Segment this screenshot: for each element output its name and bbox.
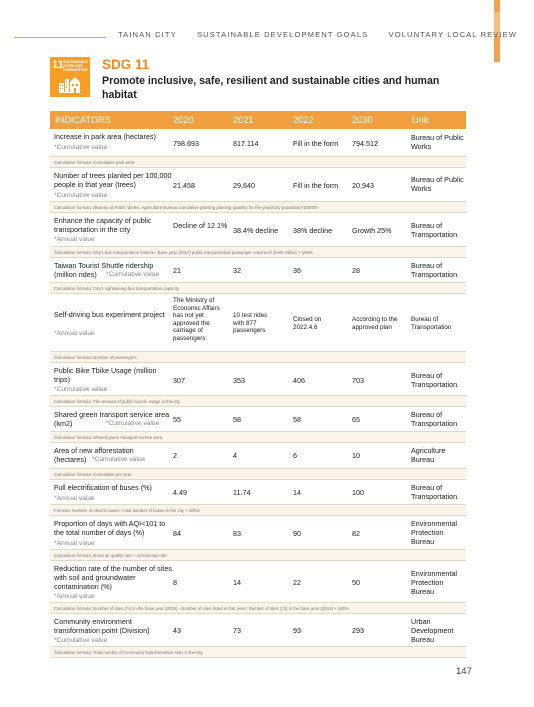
value-2022: 38% decline: [293, 226, 333, 235]
indicator-type: *Cumulative value: [54, 192, 108, 199]
value-2030: Growth 25%: [352, 226, 392, 235]
value-2022: Fill in the form: [293, 181, 339, 190]
indicator-name: Self-driving bus experiment project: [54, 310, 165, 319]
value-2021: 58: [233, 415, 241, 424]
indicator-name: Full electrification of buses (%): [54, 483, 152, 492]
value-2021: 10 test rides with 877 passengers: [233, 312, 268, 335]
table-row: [50, 561, 466, 603]
table-row: [50, 614, 466, 647]
indicator-type: *Annual value: [54, 236, 95, 243]
indicators-table: [50, 111, 466, 658]
header-2022: 2022: [293, 115, 314, 125]
value-2022: 22: [293, 578, 301, 587]
unit: Bureau of Transportation: [411, 410, 458, 428]
value-2022: Fill in the form: [293, 139, 339, 148]
value-2030: 703: [352, 376, 364, 385]
value-2022: 6: [293, 451, 297, 460]
unit: Environmental Protection Bureau: [411, 519, 457, 546]
formula-row: Formula: Number of electric buses / total number of buses in the city × 100%: [50, 505, 466, 516]
indicator-name: Number of trees planted per 100,000 people in that year (trees): [54, 171, 172, 189]
value-2020: 84: [173, 529, 181, 538]
value-2021: 4: [233, 451, 237, 460]
table-header: [50, 111, 466, 129]
indicator-name: Enhance the capacity of public transportation in the city: [54, 216, 152, 234]
indicator-name: Proportion of days with AQI<101 to the total number of days (%): [54, 519, 166, 537]
unit: Bureau of Transportation: [411, 316, 452, 331]
indicator-type: *Cumulative value: [54, 637, 108, 644]
formula-row: Calculation formula: City's bus transportation volume / Base year (2017) public transportation passenger volume of 20.82 million × 100%: [50, 247, 466, 258]
indicator-name: Shared green transport service area (km2): [54, 410, 170, 428]
value-2030: 293: [352, 626, 364, 635]
header-part-sdg: SUSTAINABLE DEVELOPMENT GOALS: [197, 30, 369, 39]
unit: Bureau of Transportation: [411, 221, 458, 239]
formula-row: Calculation formula: Cumulative park area: [50, 157, 466, 168]
header-part-vlr: VOLUNTARY LOCAL REVIEW: [388, 30, 518, 39]
value-2020: 307: [173, 376, 185, 385]
city-buildings-icon: [59, 75, 81, 93]
indicator-type: *Cumulative value: [106, 420, 160, 427]
value-2021: 73: [233, 626, 241, 635]
indicator-type: *Annual value: [54, 593, 95, 600]
value-2021: 32: [233, 266, 241, 275]
page-number: 147: [456, 666, 472, 677]
table-row: [50, 168, 466, 202]
value-2020: 43: [173, 626, 181, 635]
table-row: [50, 258, 466, 283]
table-row: [50, 443, 466, 469]
header-2030: 2030: [352, 115, 373, 125]
value-2021: 11.74: [233, 488, 251, 497]
value-2030: 28: [352, 266, 360, 275]
unit: Bureau of Transportation: [411, 371, 458, 389]
value-2030: According to the approved plan: [352, 316, 398, 331]
header-part-city: TAINAN CITY: [118, 30, 177, 39]
value-2022: 14: [293, 488, 301, 497]
value-2021: 38.4% decline: [233, 226, 279, 235]
value-2021: 817.114: [233, 139, 259, 148]
header-indicators: INDICATORS: [55, 115, 111, 125]
formula-row: Calculation formula: Total number of community transformation sites in the city: [50, 647, 466, 658]
formula-row: Calculation formula: Cumulative per year: [50, 469, 466, 480]
value-2030: 65: [352, 415, 360, 424]
indicator-type: *Annual value: [54, 495, 95, 502]
unit: Bureau of Transportation: [411, 261, 458, 279]
unit: Bureau of Public Works: [411, 133, 464, 151]
indicator-type: *Cumulative value: [92, 456, 146, 463]
indicator-type: *Annual value: [54, 330, 95, 337]
sdg-11-icon: [50, 57, 90, 97]
value-2022: Closed on 2022.4.6: [293, 316, 322, 331]
indicator-name: Taiwan Tourist Shuttle ridership (million rides): [54, 261, 154, 279]
value-2022: 406: [293, 376, 305, 385]
value-2022: 58: [293, 415, 301, 424]
value-2030: 82: [352, 529, 360, 538]
formula-row: Calculation formula: City's sightseeing bus transportation capacity: [50, 283, 466, 294]
sdg-icon-number: 11: [52, 59, 64, 71]
sdg-goal: Promote inclusive, safe, resilient and sustainable cities and human habitat: [102, 75, 440, 101]
value-2021: 29,640: [233, 181, 255, 190]
indicator-type: *Cumulative value: [54, 144, 108, 151]
indicator-name: Community environment transformation point (Division): [54, 617, 150, 635]
indicator-name: Reduction rate of the number of sites with soil and groundwater contamination (%): [54, 564, 172, 591]
formula-row: Calculation formula: Number of passengers: [50, 352, 466, 363]
sdg-icon-text: SUSTAINABLE CITIES AND COMMUNITIES: [63, 60, 88, 72]
formula-row: Calculation formula: Shared green transport service area: [50, 432, 466, 443]
indicator-type: *Cumulative value: [54, 386, 108, 393]
formula-row: Calculation formula: Good air quality rate + normal day rate: [50, 550, 466, 561]
value-2021: 353: [233, 376, 245, 385]
value-2020: The Ministry of Economic Affairs has not yet approved the carriage of passengers: [173, 297, 220, 342]
value-2021: 14: [233, 578, 241, 587]
sdg-title: SDG 11: [102, 57, 150, 72]
table-row: [50, 363, 466, 396]
value-2020: 55: [173, 415, 181, 424]
indicator-name: Area of new afforestation (hectares): [54, 446, 134, 464]
indicator-name: Public Bike Tbike Usage (million trips): [54, 366, 157, 384]
page-header: [0, 0, 518, 44]
value-2030: 100: [352, 488, 364, 497]
value-2020: 798.693: [173, 139, 199, 148]
unit: Urban Development Bureau: [411, 617, 454, 644]
header-unit: Unit: [412, 115, 429, 125]
unit: Agriculture Bureau: [411, 446, 446, 464]
value-2020: Decline of 12.1%: [173, 221, 228, 230]
formula-row: Calculation formula: (Bureau of Public Works, Agriculture Bureau cumulative planting planting quantity for the year)/City population*100000: [50, 202, 466, 213]
value-2030: 50: [352, 578, 360, 587]
unit: Bureau of Transportation: [411, 483, 458, 501]
table-row: [50, 407, 466, 432]
table-row: [50, 213, 466, 247]
indicator-type: *Annual value: [54, 540, 95, 547]
formula-row: Calculation formula: Number of sites (74) in the base year (2019) - Number of sites listed in that year / Number of sites (74) in the base year (2019) × 100%: [50, 603, 466, 614]
value-2030: 20,943: [352, 181, 374, 190]
indicator-name: Increase in park area (hectares): [54, 132, 156, 141]
value-2020: 2: [173, 451, 177, 460]
value-2022: 36: [293, 266, 301, 275]
unit: Environmental Protection Bureau: [411, 569, 457, 596]
value-2020: 4.49: [173, 488, 187, 497]
value-2020: 21: [173, 266, 181, 275]
value-2021: 83: [233, 529, 241, 538]
header-2020: 2020: [173, 115, 194, 125]
value-2022: 93: [293, 626, 301, 635]
unit: Bureau of Public Works: [411, 175, 464, 193]
value-2030: 10: [352, 451, 360, 460]
header-rule: [14, 37, 106, 38]
table-row: [50, 480, 466, 505]
value-2020: 8: [173, 578, 177, 587]
value-2020: 21,458: [173, 181, 195, 190]
formula-row: Calculation formula: The amount of public bicycle usage in the city: [50, 396, 466, 407]
value-2030: 794.512: [352, 139, 378, 148]
value-2022: 90: [293, 529, 301, 538]
table-row: [50, 294, 466, 352]
header-text: [118, 30, 534, 39]
table-row: [50, 129, 466, 157]
indicator-type: *Cumulative value: [106, 271, 160, 278]
header-2021: 2021: [233, 115, 254, 125]
table-row: [50, 516, 466, 550]
